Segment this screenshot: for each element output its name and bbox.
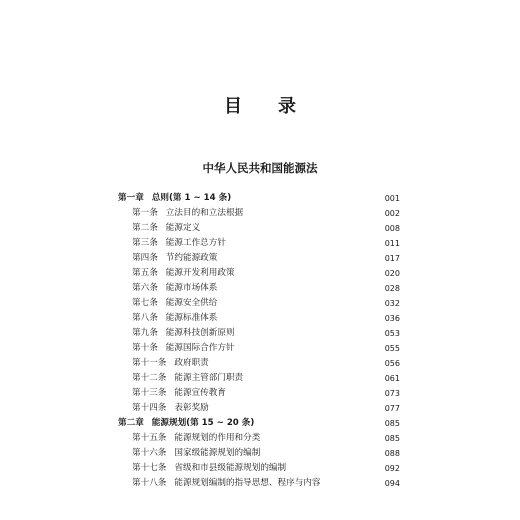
toc-article-entry[interactable] bbox=[118, 296, 400, 311]
toc-entry-page-number: 020 bbox=[384, 269, 400, 278]
toc-entry-label bbox=[118, 448, 260, 458]
toc-entry-label bbox=[118, 328, 235, 338]
toc-entry-number: 第七条 bbox=[132, 298, 158, 308]
toc-entry-number: 第十一条 bbox=[132, 358, 167, 368]
toc-entry-text: 能源市场体系 bbox=[165, 283, 218, 293]
toc-entry-label bbox=[118, 478, 321, 488]
toc-entry-number: 第二条 bbox=[132, 223, 158, 233]
toc-article-entry[interactable] bbox=[118, 281, 400, 296]
toc-article-entry[interactable] bbox=[118, 401, 400, 416]
toc-entry-label bbox=[118, 283, 217, 293]
toc-entry-page-number: 008 bbox=[384, 224, 400, 233]
toc-entry-label bbox=[118, 403, 209, 413]
toc-entry-page-number: 085 bbox=[384, 419, 400, 428]
toc-entry-page-number: 055 bbox=[384, 344, 400, 353]
toc-entry-label bbox=[118, 418, 254, 428]
toc-entry-page-number: 053 bbox=[384, 329, 400, 338]
toc-entry-label bbox=[118, 193, 231, 203]
toc-entry-page-number: 001 bbox=[384, 194, 400, 203]
toc-entry-text: 立法目的和立法根据 bbox=[165, 208, 244, 218]
toc-entry-number: 第四条 bbox=[132, 253, 158, 263]
toc-article-entry[interactable] bbox=[118, 251, 400, 266]
toc-entry-number: 第十二条 bbox=[132, 373, 167, 383]
toc-entry-label bbox=[118, 298, 217, 308]
toc-article-entry[interactable] bbox=[118, 446, 400, 461]
toc-chapter-entry[interactable] bbox=[118, 191, 400, 206]
toc-entry-text: 能源规划的作用和分类 bbox=[174, 433, 261, 443]
toc-article-entry[interactable] bbox=[118, 221, 400, 236]
toc-entry-label bbox=[118, 268, 235, 278]
toc-article-entry[interactable] bbox=[118, 311, 400, 326]
toc-article-entry[interactable] bbox=[118, 461, 400, 476]
toc-article-entry[interactable] bbox=[118, 386, 400, 401]
toc-entry-page-number: 085 bbox=[384, 434, 400, 443]
toc-article-entry[interactable] bbox=[118, 431, 400, 446]
toc-entry-page-number: 056 bbox=[384, 359, 400, 368]
toc-entry-text: 国家级能源规划的编制 bbox=[174, 448, 261, 458]
toc-article-entry[interactable] bbox=[118, 341, 400, 356]
toc-article-entry[interactable] bbox=[118, 206, 400, 221]
toc-entry-number: 第六条 bbox=[132, 283, 158, 293]
toc-entry-text: 能源主管部门职责 bbox=[174, 373, 244, 383]
toc-entry-label bbox=[118, 238, 226, 248]
toc-entry-text: 政府职责 bbox=[174, 358, 209, 368]
toc-entry-number: 第三条 bbox=[132, 238, 158, 248]
toc-entry-number: 第十八条 bbox=[132, 478, 167, 488]
toc-article-entry[interactable] bbox=[118, 356, 400, 371]
toc-entry-number: 第十七条 bbox=[132, 463, 167, 473]
toc-entry-number: 第五条 bbox=[132, 268, 158, 278]
toc-entry-label bbox=[118, 253, 217, 263]
toc-entry-number: 第一章 bbox=[118, 193, 144, 203]
toc-entry-page-number: 088 bbox=[384, 449, 400, 458]
toc-entry-page-number: 094 bbox=[384, 479, 400, 488]
toc-entry-label bbox=[118, 388, 226, 398]
toc-entry-number: 第八条 bbox=[132, 313, 158, 323]
toc-entry-number: 第十三条 bbox=[132, 388, 167, 398]
toc-entry-text: 能源规划(第 15 ~ 20 条) bbox=[151, 418, 255, 428]
toc-entry-label bbox=[118, 313, 217, 323]
toc-entry-text: 能源工作总方针 bbox=[165, 238, 226, 248]
toc-entry-label bbox=[118, 343, 235, 353]
toc-chapter-entry[interactable] bbox=[118, 416, 400, 431]
law-title: 中华人民共和国能源法 bbox=[202, 161, 318, 175]
toc-entry-label bbox=[118, 373, 243, 383]
toc-entry-number: 第十条 bbox=[132, 343, 158, 353]
toc-entry-page-number: 092 bbox=[384, 464, 400, 473]
toc-entry-label bbox=[118, 433, 260, 443]
toc-entry-text: 表彰奖励 bbox=[174, 403, 209, 413]
toc-entry-text: 总则(第 1 ~ 14 条) bbox=[151, 193, 232, 203]
toc-title-right: 录 bbox=[278, 96, 296, 117]
toc-entry-number: 第九条 bbox=[132, 328, 158, 338]
toc-entry-label bbox=[118, 358, 209, 368]
toc-entry-text: 能源规划编制的指导思想、程序与内容 bbox=[174, 478, 321, 488]
toc-entry-text: 能源标准体系 bbox=[165, 313, 218, 323]
toc-entry-page-number: 077 bbox=[384, 404, 400, 413]
toc-article-entry[interactable] bbox=[118, 371, 400, 386]
toc-entry-number: 第十六条 bbox=[132, 448, 167, 458]
toc-entry-text: 能源定义 bbox=[165, 223, 201, 233]
toc-article-entry[interactable] bbox=[118, 266, 400, 281]
toc-entry-page-number: 061 bbox=[384, 374, 400, 383]
toc-entry-number: 第一条 bbox=[132, 208, 158, 218]
toc-title bbox=[0, 92, 520, 118]
toc-entry-text: 节约能源政策 bbox=[165, 253, 218, 263]
toc-entry-text: 能源国际合作方针 bbox=[165, 343, 235, 353]
toc-entry-page-number: 002 bbox=[384, 209, 400, 218]
toc-article-entry[interactable] bbox=[118, 476, 400, 491]
toc-entry-number: 第十四条 bbox=[132, 403, 167, 413]
toc-entry-label bbox=[118, 208, 243, 218]
toc-article-entry[interactable] bbox=[118, 326, 400, 341]
toc-entry-number: 第二章 bbox=[118, 418, 144, 428]
toc-entry-text: 能源科技创新原则 bbox=[165, 328, 235, 338]
toc-entry-number: 第十五条 bbox=[132, 433, 167, 443]
toc-entry-page-number: 017 bbox=[384, 254, 400, 263]
toc-entry-label bbox=[118, 463, 286, 473]
toc-entry-text: 省级和市县级能源规划的编制 bbox=[174, 463, 287, 473]
toc-entry-page-number: 011 bbox=[384, 239, 400, 248]
toc-entry-page-number: 032 bbox=[384, 299, 400, 308]
toc-entry-page-number: 073 bbox=[384, 389, 400, 398]
toc-entry-page-number: 028 bbox=[384, 284, 400, 293]
toc-entry-label bbox=[118, 223, 200, 233]
toc-article-entry[interactable] bbox=[118, 236, 400, 251]
toc-entry-page-number: 036 bbox=[384, 314, 400, 323]
toc-entry-list bbox=[118, 191, 400, 491]
toc-entry-text: 能源宣传教育 bbox=[174, 388, 226, 398]
toc-entry-text: 能源开发利用政策 bbox=[165, 268, 235, 278]
toc-entry-text: 能源安全供给 bbox=[165, 298, 218, 308]
toc-title-left: 目 bbox=[224, 96, 242, 117]
